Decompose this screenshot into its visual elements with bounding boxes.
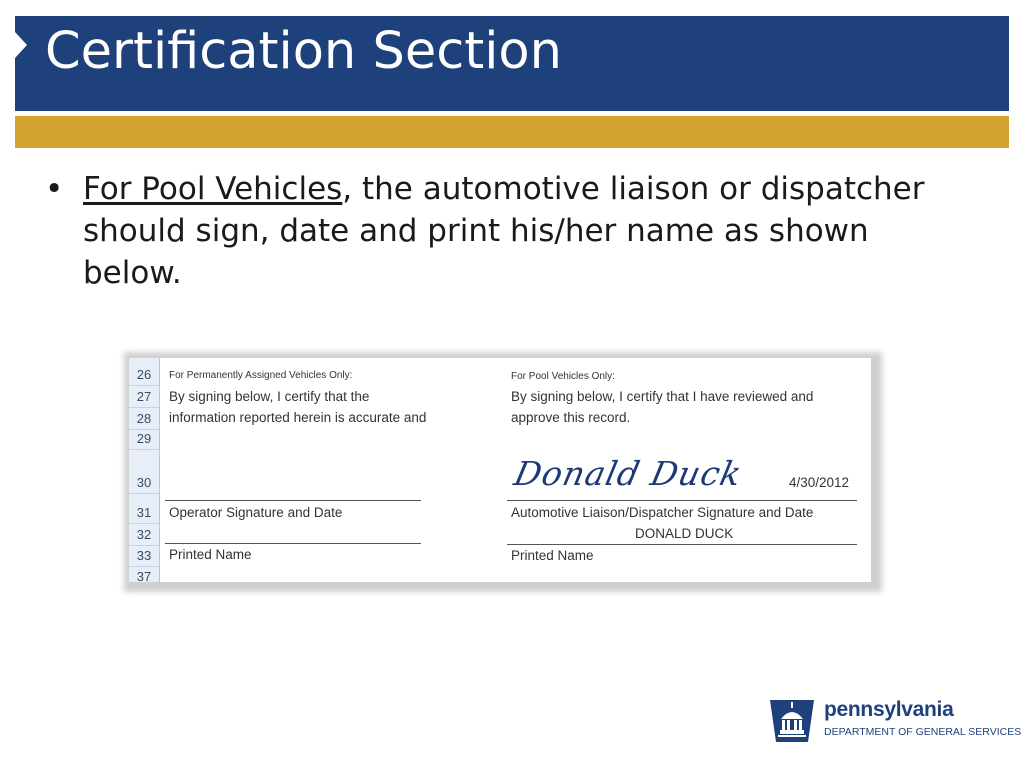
title-arrow-icon: [15, 32, 27, 58]
operator-signature-label: Operator Signature and Date: [169, 505, 343, 520]
operator-name-line: [165, 543, 421, 544]
left-statement-line2: information reported herein is accurate and: [169, 410, 427, 425]
bullet-underlined-text: For Pool Vehicles: [83, 171, 343, 207]
row-number: 26: [129, 364, 159, 386]
row-number: 31: [129, 502, 159, 524]
right-heading: For Pool Vehicles Only:: [511, 371, 615, 382]
logo-name: pennsylvania: [824, 698, 954, 721]
row-header-gutter: [129, 358, 160, 582]
right-statement-line1: By signing below, I certify that I have reviewed and: [511, 389, 814, 404]
operator-printed-name-label: Printed Name: [169, 547, 252, 562]
bullet-icon: •: [45, 171, 64, 207]
operator-signature-line: [165, 500, 421, 501]
logo-department: DEPARTMENT OF GENERAL SERVICES: [824, 726, 1022, 738]
liaison-signature-line: [507, 500, 857, 501]
bullet-item: [45, 168, 925, 294]
pennsylvania-dgs-logo: [768, 696, 1022, 744]
left-heading: For Permanently Assigned Vehicles Only:: [169, 370, 353, 381]
slide-title: Certification Section: [45, 22, 562, 81]
right-statement-line2: approve this record.: [511, 410, 631, 425]
row-number: 28: [129, 408, 159, 430]
liaison-name-line: [507, 544, 857, 545]
row-number: 32: [129, 524, 159, 546]
liaison-signature-label: Automotive Liaison/Dispatcher Signature and Date: [511, 505, 814, 520]
liaison-printed-name-label: Printed Name: [511, 548, 594, 563]
row-number: 30: [129, 472, 159, 494]
row-number: 37: [129, 566, 159, 582]
accent-bar: [15, 116, 1009, 148]
bullet-text: [83, 168, 925, 294]
left-statement-line1: By signing below, I certify that the: [169, 389, 370, 404]
row-number: 29: [129, 428, 159, 450]
keystone-capitol-icon: [768, 696, 816, 744]
row-number: 27: [129, 386, 159, 408]
handwritten-signature: Donald Duck: [510, 454, 746, 493]
bullet-rest-text: , the automotive liaison or dispatcher should sign, date and print his/her name as shown below.: [83, 171, 925, 291]
printed-name-value: DONALD DUCK: [635, 526, 734, 541]
signature-date: 4/30/2012: [789, 475, 850, 490]
spreadsheet-snapshot: [129, 358, 871, 582]
row-number: 33: [129, 545, 159, 567]
